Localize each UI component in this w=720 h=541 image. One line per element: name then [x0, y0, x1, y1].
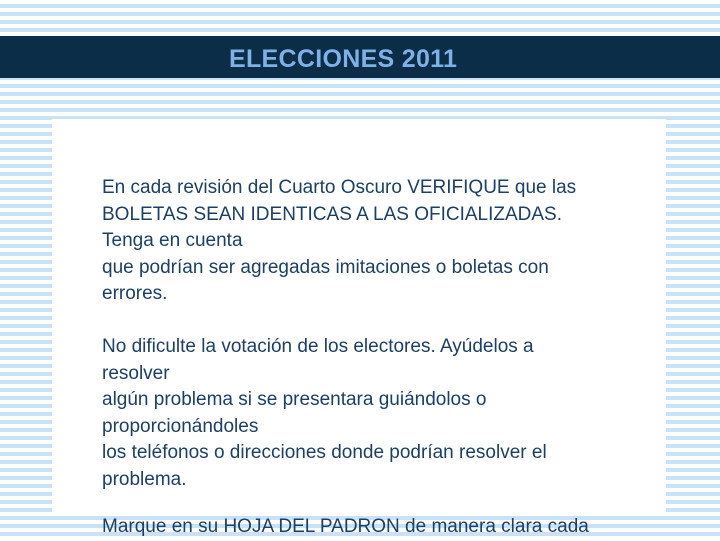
text-line: errores.: [102, 283, 168, 304]
text-line: problema.: [102, 468, 187, 490]
text-line: Tenga en cuenta: [102, 230, 243, 251]
text-line: algún problema si se presentara guiándolos o: [102, 389, 487, 410]
text-line: Marque en su HOJA DEL PADRON de manera clara cada: [102, 516, 589, 537]
text-line: los teléfonos o direcciones donde podrían resolver el: [102, 442, 547, 463]
text-line: No dificulte la votación de los electores. Ayúdelos a: [102, 336, 534, 357]
text-line: que podrían ser agregadas imitaciones o boletas con: [102, 256, 549, 278]
text-line: resolver: [102, 362, 170, 384]
paragraph-mark-padron: [102, 514, 662, 541]
paragraph-help-voters: [102, 334, 662, 493]
slide-title: ELECCIONES 2011: [229, 45, 458, 73]
text-line: En cada revisión del Cuarto Oscuro VERIFIQUE que las: [102, 177, 577, 198]
text-line: proporcionándoles: [102, 415, 259, 437]
paragraph-verify-ballots: [102, 175, 662, 308]
text-line: BOLETAS SEAN IDENTICAS A LAS OFICIALIZADAS.: [102, 203, 563, 225]
